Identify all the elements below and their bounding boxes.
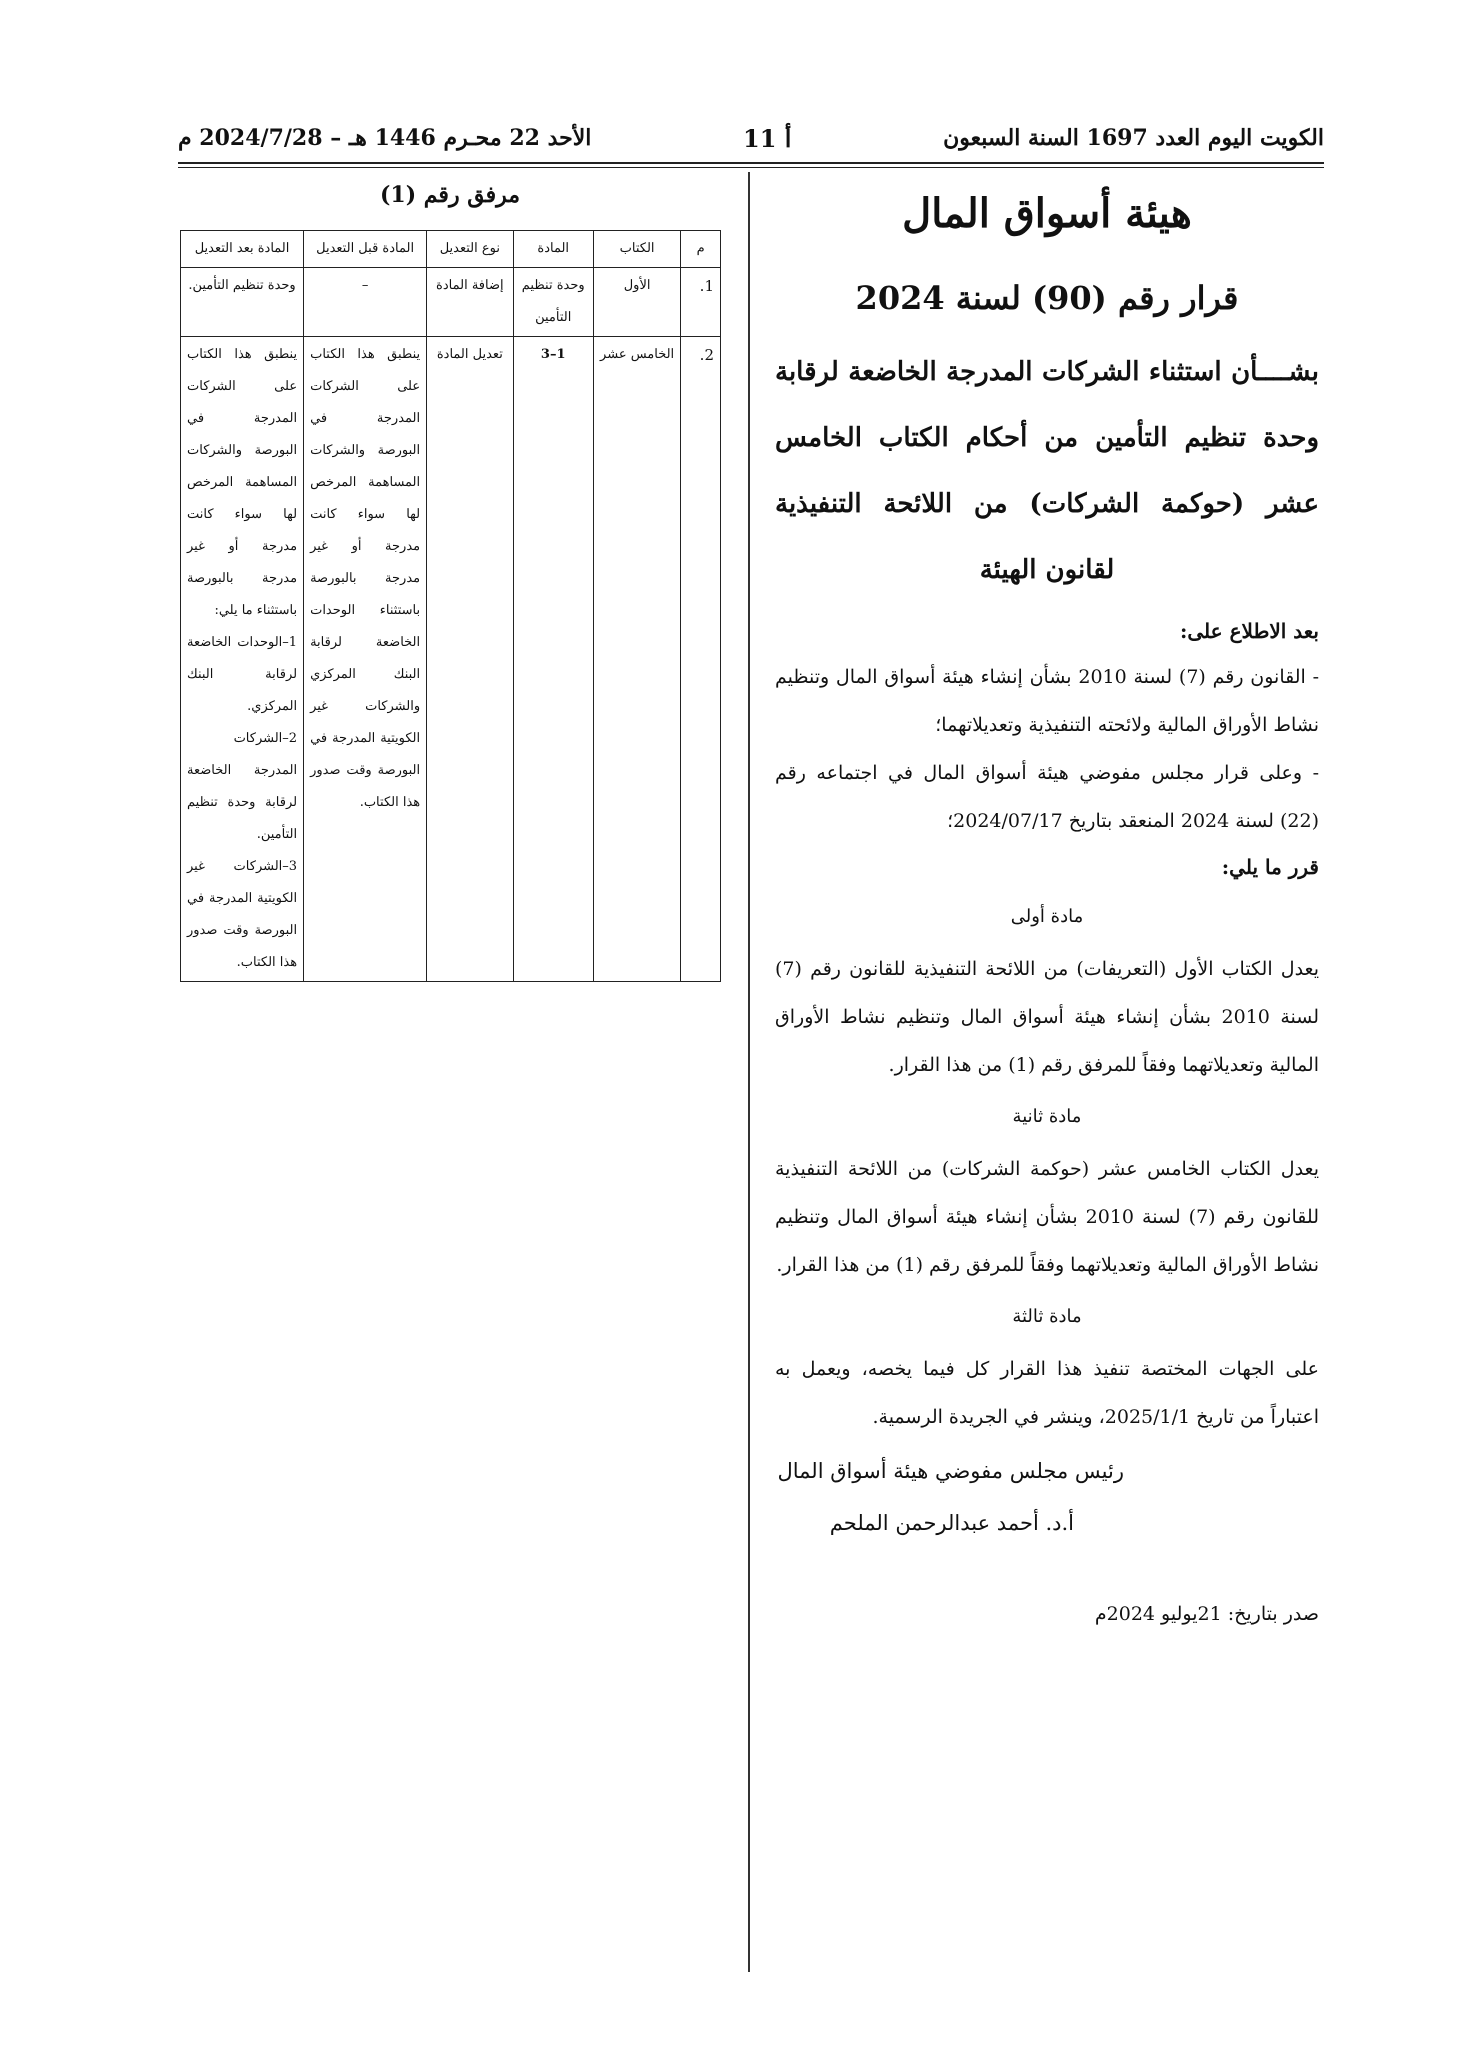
annex-title: مرفق رقم (1) [379, 182, 521, 208]
table-row [181, 337, 721, 982]
header-book: الكتاب [593, 231, 680, 268]
header-after-amendment: المادة بعد التعديل [181, 231, 304, 268]
header-before-amendment: المادة قبل التعديل [304, 231, 427, 268]
page-header [178, 118, 1324, 158]
book-cell: الخامس عشر [593, 337, 680, 982]
article-cell: 1–3 [513, 337, 593, 982]
recital-law: - القانون رقم (7) لسنة 2010 بشأن إنشاء هيئة أسواق المال وتنظيم نشاط الأوراق المالية ولائحته التنفيذية وتعديلاتهما؛ [775, 666, 1319, 736]
exemption-item-1: 1–الوحدات الخاضعة لرقابة البنك المركزي. [187, 635, 298, 714]
decision-subject: بشــــأن استثناء الشركات المدرجة الخاضعة لرقابة وحدة تنظيم التأمين من أحكام الكتاب الخامس عشر (حوكمة الشركات) من اللائحة التنفيذية لقانون الهيئة [775, 357, 1319, 585]
signatory-name: أ.د. أحمد عبدالرحمن الملحم [829, 1511, 1074, 1535]
amendment-type-cell: تعديل المادة [427, 337, 513, 982]
authority-heading: هيئة أسواق المال [902, 190, 1192, 237]
exemption-item-3: 3–الشركات غير الكويتية المدرجة في البورصة وقت صدور هذا الكتاب. [187, 859, 298, 970]
header-amendment-type: نوع التعديل [427, 231, 513, 268]
resolved-heading: قرر ما يلي: [1221, 855, 1319, 879]
header-rule-thin [178, 167, 1324, 168]
before-amendment-cell: ينطبق هذا الكتاب على الشركات المدرجة في البورصة والشركات المساهمة المرخص لها سواء كانت مدرجة أو غير مدرجة بالبورصة باستثناء الوحدات الخاضعة لرقابة البنك المركزي والشركات غير الكويتية المدرجة في البورصة وقت صدور هذا الكتاب. [304, 337, 427, 982]
column-divider [748, 172, 750, 1972]
issue-date-note: صدر بتاريخ: 21يوليو 2024م [1094, 1603, 1319, 1625]
recital-board-decision: - وعلى قرار مجلس مفوضي هيئة أسواق المال في اجتماعه رقم (22) لسنة 2024 المنعقد بتاريخ 2024/07/17؛ [775, 762, 1319, 832]
table-row [181, 268, 721, 337]
article-1-text: يعدل الكتاب الأول (التعريفات) من اللائحة التنفيذية للقانون رقم (7) لسنة 2010 بشأن إنشاء هيئة أسواق المال وتنظيم نشاط الأوراق المالية وتعديلاتهما وفقاً للمرفق رقم (1) من هذا القرار. [775, 958, 1319, 1076]
header-rule-thick [178, 162, 1324, 164]
after-amendment-intro: ينطبق هذا الكتاب على الشركات المدرجة في البورصة والشركات المساهمة المرخص لها سواء كانت مدرجة أو غير مدرجة بالبورصة باستثناء ما يلي: [187, 347, 298, 618]
page-number: أ 11 [743, 123, 792, 153]
book-cell: الأول [593, 268, 680, 337]
header-article: المادة [513, 231, 593, 268]
amendment-type-cell: إضافة المادة [427, 268, 513, 337]
issue-date: الأحد 22 محـرم 1446 هـ – 2024/7/28 م [178, 125, 592, 151]
decision-title: قرار رقم (90) لسنة 2024 [855, 279, 1239, 317]
article-3-title: مادة ثالثة [1012, 1306, 1082, 1327]
publication-info: الكويت اليوم العدد 1697 السنة السبعون [943, 125, 1324, 151]
preamble-heading: بعد الاطلاع على: [1180, 619, 1319, 643]
before-amendment-cell: – [304, 268, 427, 337]
header-m: م [681, 231, 721, 268]
row-number: 2. [681, 337, 721, 982]
article-2-title: مادة ثانية [1012, 1106, 1082, 1127]
annex-header-row [181, 231, 721, 268]
decision-column [775, 180, 1319, 1625]
annex-table [180, 230, 721, 982]
row-number: 1. [681, 268, 721, 337]
article-2-text: يعدل الكتاب الخامس عشر (حوكمة الشركات) من اللائحة التنفيذية للقانون رقم (7) لسنة 2010 بشأن إنشاء هيئة أسواق المال وتنظيم نشاط الأوراق المالية وتعديلاتهما وفقاً للمرفق رقم (1) من هذا القرار. [775, 1158, 1319, 1276]
article-1-title: مادة أولى [1010, 906, 1084, 927]
article-cell: وحدة تنظيم التأمين [513, 268, 593, 337]
after-amendment-cell [181, 337, 304, 982]
exemption-item-2: 2–الشركات المدرجة الخاضعة لرقابة وحدة تنظيم التأمين. [187, 731, 298, 842]
article-3-text: على الجهات المختصة تنفيذ هذا القرار كل فيما يخصه، ويعمل به اعتباراً من تاريخ 2025/1/1، وينشر في الجريدة الرسمية. [775, 1358, 1319, 1428]
signatory-title: رئيس مجلس مفوضي هيئة أسواق المال [777, 1459, 1124, 1483]
after-amendment-cell: وحدة تنظيم التأمين. [181, 268, 304, 337]
